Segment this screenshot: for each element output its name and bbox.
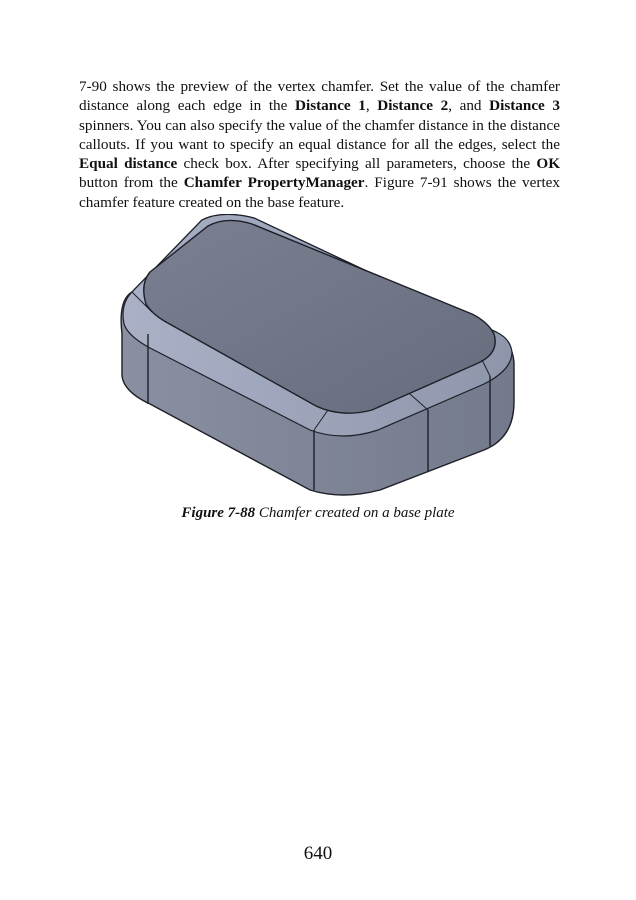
- figure-caption: [0, 505, 636, 522]
- paragraph-text-4: spinners. You can also specify the value of the chamfer distance in the distance callouts. If you want to specify an equal distance for all the edges, select the: [79, 116, 560, 153]
- paragraph-text-1: 7-90 shows the preview of the vertex chamfer. Set the value of the chamfer distance along each edge in the: [79, 78, 560, 115]
- term-chamfer-propertymanager: Chamfer PropertyManager: [183, 174, 365, 192]
- paragraph-text-7: . Figure 7-91 shows the vertex chamfer feature created on the base feature.: [79, 174, 561, 211]
- page-number: 640: [303, 843, 333, 864]
- body-paragraph: [79, 77, 560, 212]
- base-plate-illustration: [110, 214, 530, 502]
- figure-caption-text: Chamfer created on a base plate: [255, 505, 455, 521]
- paragraph-text-6: button from the: [79, 174, 184, 192]
- figure-chamfered-base-plate: [110, 214, 530, 502]
- term-equal-distance: Equal distance: [79, 155, 178, 173]
- figure-caption-label: Figure 7-88: [181, 505, 256, 521]
- term-distance-1: Distance 1: [295, 97, 366, 115]
- paragraph-text-5: check box. After specifying all parameters, choose the: [177, 155, 537, 173]
- term-ok-button: OK: [536, 155, 561, 173]
- term-distance-2: Distance 2: [377, 97, 449, 115]
- term-distance-3: Distance 3: [489, 97, 561, 115]
- paragraph-text-2: ,: [365, 97, 378, 115]
- paragraph-text-3: , and: [448, 97, 490, 115]
